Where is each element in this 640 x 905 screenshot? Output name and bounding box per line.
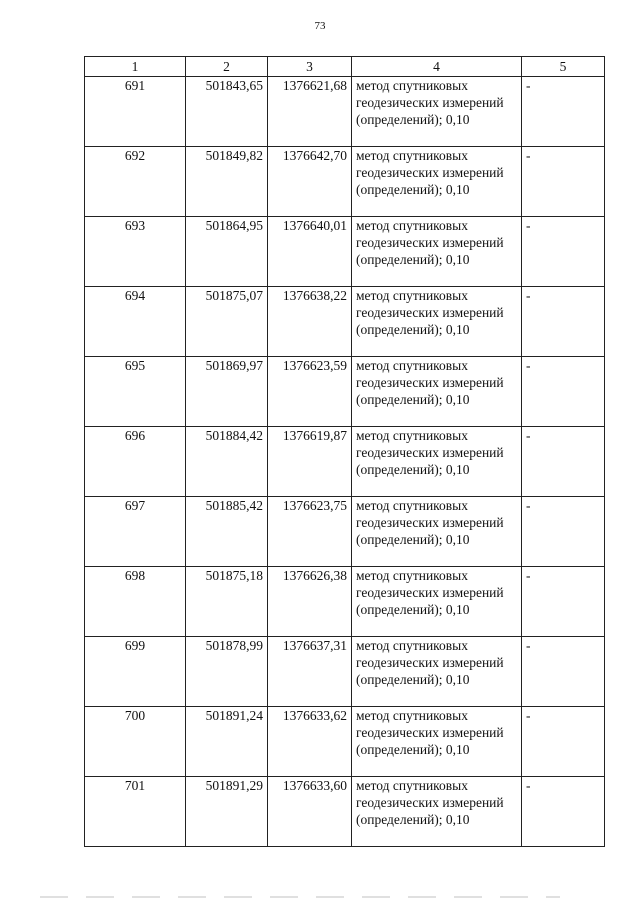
table-row	[85, 497, 605, 567]
y-coordinate-cell: 1376623,59	[268, 357, 352, 427]
point-number-cell: 697	[85, 497, 186, 567]
note-cell: -	[522, 147, 605, 217]
y-coordinate-cell: 1376619,87	[268, 427, 352, 497]
method-cell: метод спутниковых геодезических измерений (определений); 0,10	[352, 77, 522, 147]
x-coordinate-cell: 501843,65	[186, 77, 268, 147]
note-cell: -	[522, 427, 605, 497]
x-coordinate-cell: 501869,97	[186, 357, 268, 427]
y-coordinate-cell: 1376621,68	[268, 77, 352, 147]
method-cell: метод спутниковых геодезических измерений (определений); 0,10	[352, 637, 522, 707]
note-cell: -	[522, 567, 605, 637]
note-cell: -	[522, 707, 605, 777]
point-number-cell: 694	[85, 287, 186, 357]
method-cell: метод спутниковых геодезических измерений (определений); 0,10	[352, 427, 522, 497]
table-row	[85, 637, 605, 707]
point-number-cell: 696	[85, 427, 186, 497]
point-number-cell: 699	[85, 637, 186, 707]
point-number-cell: 692	[85, 147, 186, 217]
note-cell: -	[522, 287, 605, 357]
note-cell: -	[522, 497, 605, 567]
y-coordinate-cell: 1376640,01	[268, 217, 352, 287]
x-coordinate-cell: 501878,99	[186, 637, 268, 707]
table-header-row	[85, 57, 605, 77]
method-cell: метод спутниковых геодезических измерений (определений); 0,10	[352, 707, 522, 777]
table-row	[85, 77, 605, 147]
method-cell: метод спутниковых геодезических измерений (определений); 0,10	[352, 147, 522, 217]
table-row	[85, 217, 605, 287]
table-body	[85, 77, 605, 847]
table-row	[85, 357, 605, 427]
page-number: 73	[314, 20, 326, 32]
coordinates-table	[84, 56, 605, 847]
method-cell: метод спутниковых геодезических измерений (определений); 0,10	[352, 567, 522, 637]
x-coordinate-cell: 501864,95	[186, 217, 268, 287]
x-coordinate-cell: 501891,29	[186, 777, 268, 847]
point-number-cell: 700	[85, 707, 186, 777]
footer-scan-noise	[40, 896, 560, 898]
point-number-cell: 701	[85, 777, 186, 847]
y-coordinate-cell: 1376623,75	[268, 497, 352, 567]
table-row	[85, 287, 605, 357]
method-cell: метод спутниковых геодезических измерений (определений); 0,10	[352, 497, 522, 567]
point-number-cell: 693	[85, 217, 186, 287]
x-coordinate-cell: 501885,42	[186, 497, 268, 567]
note-cell: -	[522, 777, 605, 847]
note-cell: -	[522, 217, 605, 287]
y-coordinate-cell: 1376626,38	[268, 567, 352, 637]
column-header-3: 3	[268, 57, 352, 77]
y-coordinate-cell: 1376638,22	[268, 287, 352, 357]
point-number-cell: 698	[85, 567, 186, 637]
x-coordinate-cell: 501891,24	[186, 707, 268, 777]
point-number-cell: 691	[85, 77, 186, 147]
y-coordinate-cell: 1376642,70	[268, 147, 352, 217]
y-coordinate-cell: 1376637,31	[268, 637, 352, 707]
x-coordinate-cell: 501875,07	[186, 287, 268, 357]
method-cell: метод спутниковых геодезических измерений (определений); 0,10	[352, 357, 522, 427]
method-cell: метод спутниковых геодезических измерений (определений); 0,10	[352, 777, 522, 847]
table-row	[85, 777, 605, 847]
table-row	[85, 707, 605, 777]
note-cell: -	[522, 77, 605, 147]
method-cell: метод спутниковых геодезических измерений (определений); 0,10	[352, 287, 522, 357]
note-cell: -	[522, 637, 605, 707]
y-coordinate-cell: 1376633,62	[268, 707, 352, 777]
table-row	[85, 147, 605, 217]
x-coordinate-cell: 501875,18	[186, 567, 268, 637]
column-header-2: 2	[186, 57, 268, 77]
x-coordinate-cell: 501849,82	[186, 147, 268, 217]
table-row	[85, 567, 605, 637]
column-header-5: 5	[522, 57, 605, 77]
column-header-4: 4	[352, 57, 522, 77]
column-header-1: 1	[85, 57, 186, 77]
y-coordinate-cell: 1376633,60	[268, 777, 352, 847]
note-cell: -	[522, 357, 605, 427]
method-cell: метод спутниковых геодезических измерений (определений); 0,10	[352, 217, 522, 287]
x-coordinate-cell: 501884,42	[186, 427, 268, 497]
point-number-cell: 695	[85, 357, 186, 427]
table-row	[85, 427, 605, 497]
